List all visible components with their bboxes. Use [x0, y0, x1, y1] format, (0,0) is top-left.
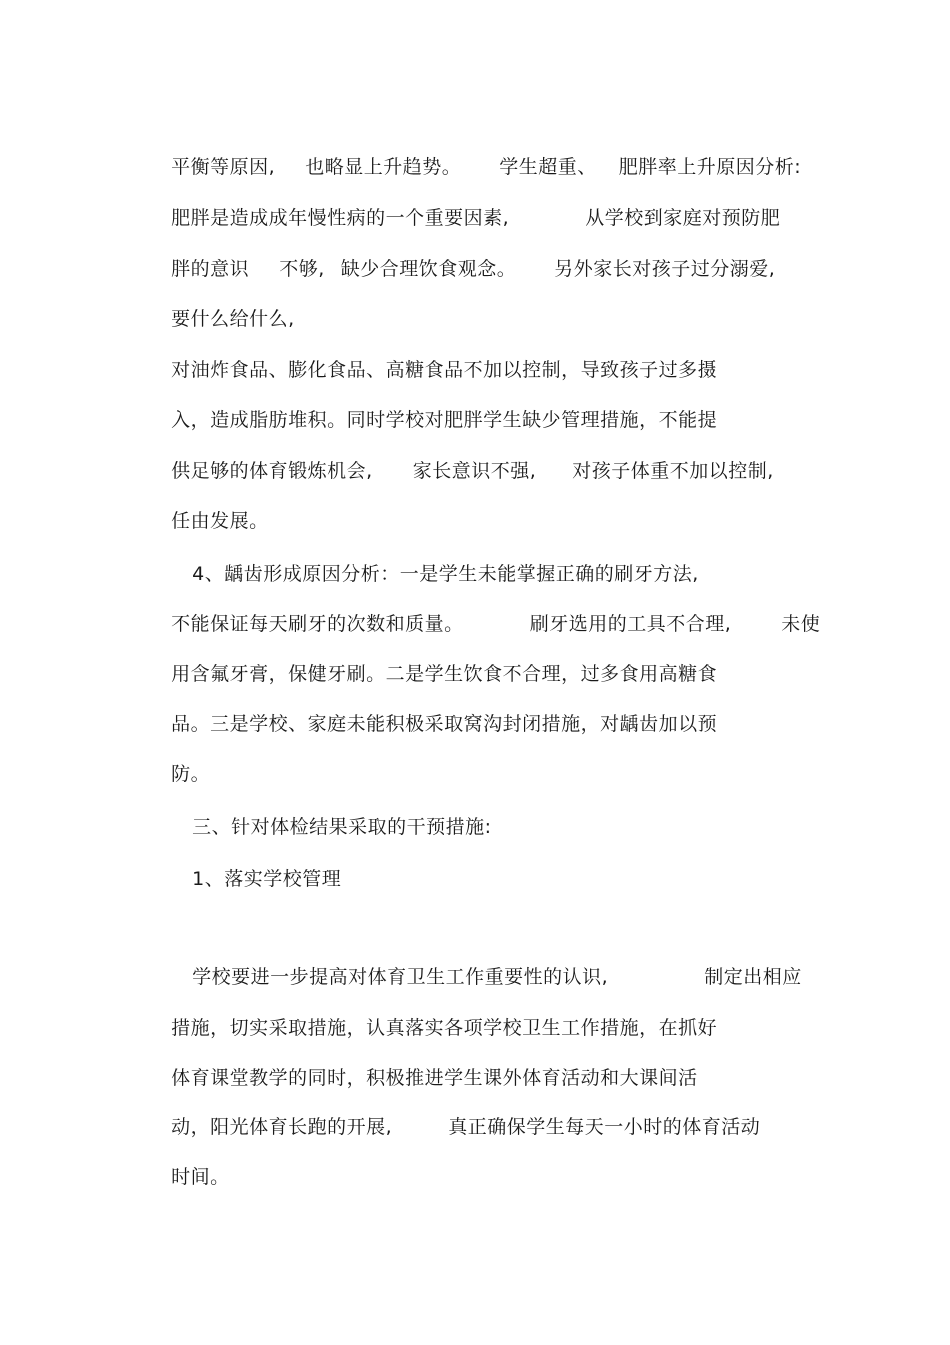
text-segment: 不够,: [279, 258, 325, 280]
text-line: [145, 1141, 230, 1213]
text-segment: 用含氟牙膏，保健牙刷。二是学生饮食不合理，过多食用高糖食: [171, 663, 718, 685]
text-segment: 不能保证每天刷牙的次数和质量。: [171, 613, 464, 635]
text-segment: 时间。: [171, 1166, 230, 1188]
text-segment: 肥胖是造成成年慢性病的一个重要因素,: [171, 207, 510, 229]
text-segment: 学生超重、: [499, 156, 597, 178]
text-segment: 对孩子体重不加以控制,: [572, 460, 774, 482]
text-segment: 缺少合理饮食观念。: [340, 258, 517, 280]
text-segment: 胖的意识: [171, 258, 250, 280]
text-segment: 学校要进一步提高对体育卫生工作重要性的认识,: [192, 966, 609, 988]
text-segment: 要什么给什么,: [171, 308, 295, 330]
text-segment: 4、龋齿形成原因分析：一是学生未能掌握正确的刷牙方法,: [192, 563, 699, 585]
text-segment: 入，造成脂肪堆积。同时学校对肥胖学生缺少管理措施，不能提: [171, 409, 718, 431]
text-segment: 防。: [171, 763, 211, 785]
text-segment: 刷牙选用的工具不合理,: [529, 613, 732, 635]
text-segment: 制定出相应: [704, 966, 802, 988]
text-segment: 供足够的体育锻炼机会,: [171, 460, 373, 482]
text-segment: 也略显上升趋势。: [305, 156, 462, 178]
text-segment: 肥胖率上升原因分析:: [618, 156, 802, 178]
text-segment: 体育课堂教学的同时，积极推进学生课外体育活动和大课间活: [171, 1067, 698, 1089]
text-segment: 平衡等原因,: [171, 156, 276, 178]
text-segment: 动，阳光体育长跑的开展,: [171, 1116, 393, 1138]
text-segment: 任由发展。: [171, 510, 269, 532]
text-segment: 家长意识不强,: [412, 460, 537, 482]
text-segment: 真正确保学生每天一小时的体育活动: [448, 1116, 761, 1138]
text-segment: 对油炸食品、膨化食品、高糖食品不加以控制，导致孩子过多摄: [171, 359, 718, 381]
text-segment: 措施，切实采取措施，认真落实各项学校卫生工作措施，在抓好: [171, 1017, 718, 1039]
text-segment: 三、针对体检结果采取的干预措施:: [192, 816, 492, 838]
text-line: [145, 1091, 760, 1163]
text-segment: 从学校到家庭对预防肥: [585, 207, 781, 229]
text-segment: 另外家长对孩子过分溺爱,: [554, 258, 776, 280]
text-segment: 未使: [781, 613, 821, 635]
text-segment: 品。三是学校、家庭未能积极采取窝沟封闭措施，对龋齿加以预: [171, 713, 718, 735]
text-line: [145, 688, 717, 760]
text-segment: 1、落实学校管理: [192, 868, 342, 890]
subsection-heading: [166, 843, 341, 915]
